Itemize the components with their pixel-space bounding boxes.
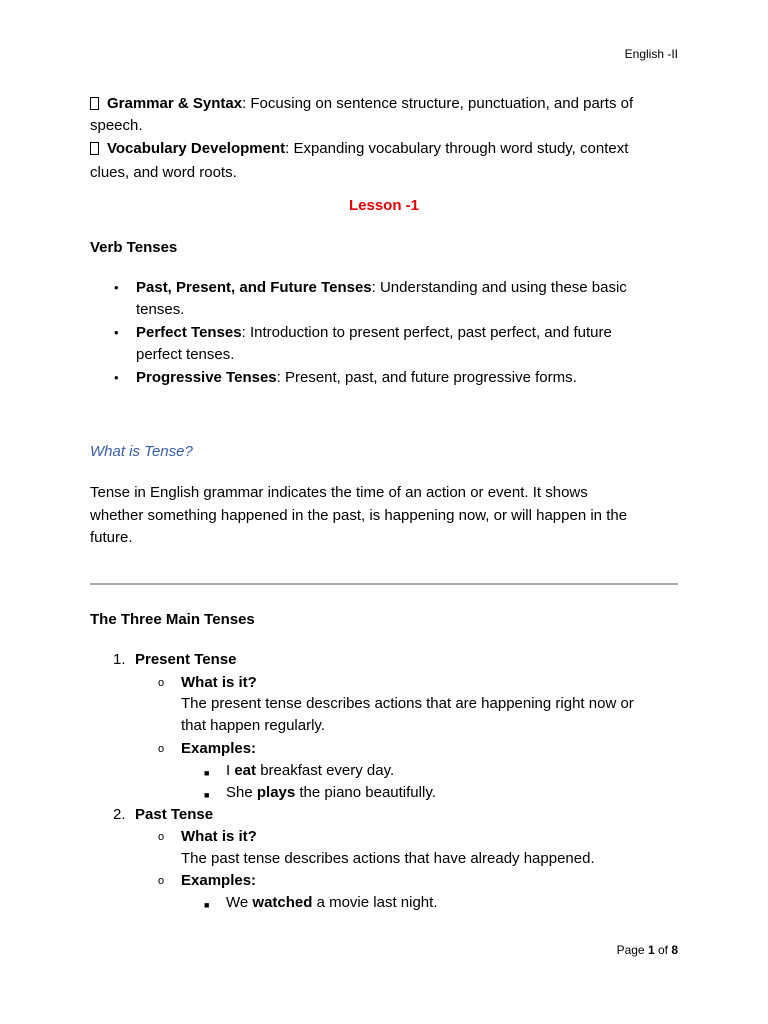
paragraph-line: future. [90, 529, 133, 546]
sub-item-text: The past tense describes actions that have already happened. [181, 850, 595, 867]
example-item: ■ She plays the piano beautifully. [204, 784, 436, 801]
sub-item-text: that happen regularly. [181, 717, 325, 734]
verb-tenses-heading: Verb Tenses [90, 239, 178, 256]
sub-item: o Examples: [158, 872, 257, 889]
sub-item: o What is it? [158, 828, 257, 845]
numbered-item-present: 1. Present Tense [113, 651, 237, 668]
intro-grammar: Grammar & Syntax: Focusing on sentence structure, punctuation, and parts of [90, 93, 680, 115]
list-item: • Progressive Tenses: Present, past, and future progressive forms. [114, 369, 577, 386]
paragraph-line: Tense in English grammar indicates the time of an action or event. It shows [90, 484, 588, 501]
missing-glyph-icon [90, 97, 99, 110]
horizontal-divider [90, 583, 678, 585]
numbered-item-past: 2. Past Tense [113, 806, 214, 823]
list-item-cont: tenses. [136, 301, 185, 318]
list-item-cont: perfect tenses. [136, 346, 235, 363]
sub-item: o Examples: [158, 740, 257, 757]
list-item: • Past, Present, and Future Tenses: Understanding and using these basic [114, 279, 627, 296]
example-item: ■ We watched a movie last night. [204, 894, 438, 911]
sub-item-text: The present tense describes actions that are happening right now or [181, 695, 634, 712]
example-item: ■ I eat breakfast every day. [204, 762, 395, 779]
intro-vocabulary: Vocabulary Development: Expanding vocabulary through word study, context [90, 138, 680, 160]
three-main-heading: The Three Main Tenses [90, 611, 255, 628]
list-item: • Perfect Tenses: Introduction to present perfect, past perfect, and future [114, 324, 612, 341]
lesson-title: Lesson -1 [348, 197, 420, 214]
missing-glyph-icon [90, 142, 99, 155]
page-footer: Page 1 of 8 [616, 943, 678, 957]
sub-item: o What is it? [158, 674, 257, 691]
intro-grammar-cont: speech. [90, 117, 143, 134]
page-header: English -II [624, 47, 678, 61]
what-is-tense-heading: What is Tense? [90, 443, 193, 460]
paragraph-line: whether something happened in the past, is happening now, or will happen in the [90, 507, 628, 524]
intro-vocabulary-cont: clues, and word roots. [90, 164, 237, 181]
